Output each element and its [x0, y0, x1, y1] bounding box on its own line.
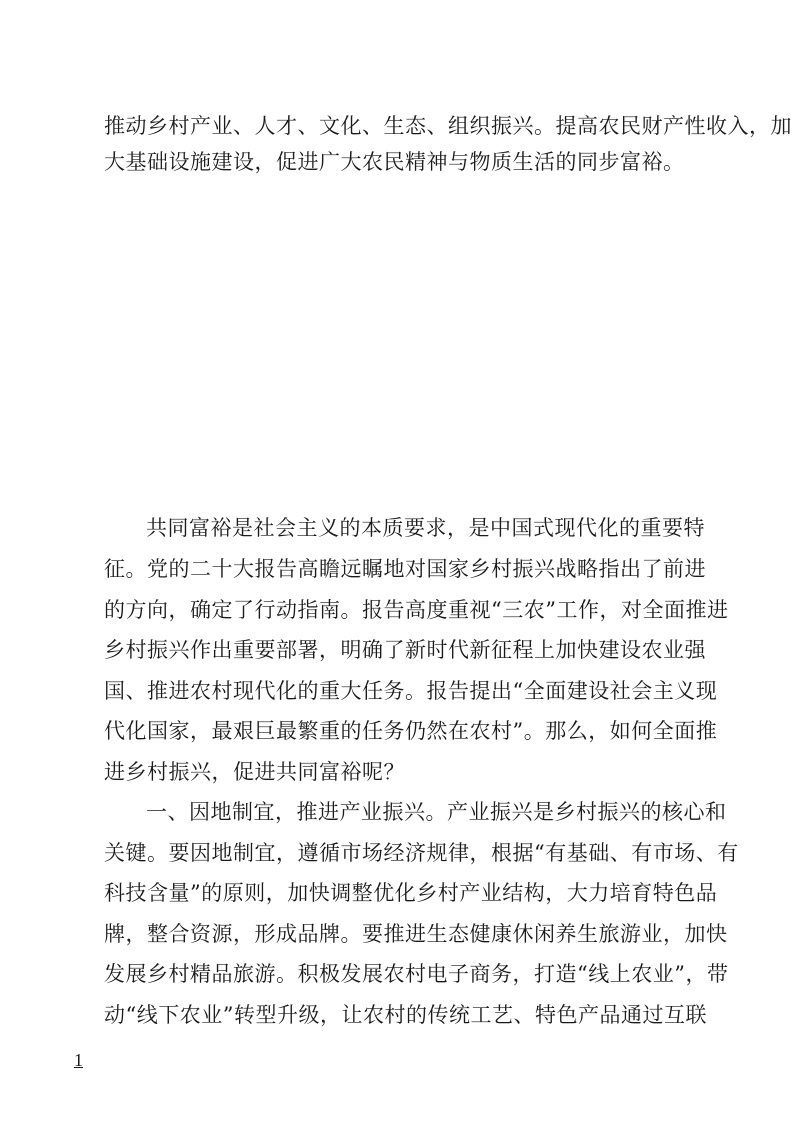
- top-paragraph-line-2: 大基础设施建设，促进广大农民精神与物质生活的同步富裕。: [104, 150, 685, 174]
- intro-paragraph-line-1: 共同富裕是社会主义的本质要求，是中国式现代化的重要特: [146, 516, 705, 540]
- section-one-line-3: 科技含量”的原则，加快调整优化乡村产业结构，大力培育特色品: [104, 881, 718, 905]
- page-number: 1: [74, 1050, 83, 1070]
- intro-paragraph-line-5: 国、推进农村现代化的重大任务。报告提出“全面建设社会主义现: [104, 679, 718, 703]
- section-one-line-1: 一、因地制宜，推进产业振兴。产业振兴是乡村振兴的核心和: [146, 800, 727, 824]
- intro-paragraph-line-2: 征。党的二十大报告高瞻远瞩地对国家乡村振兴战略指出了前进: [104, 557, 706, 581]
- intro-paragraph-line-4: 乡村振兴作出重要部署，明确了新时代新征程上加快建设农业强: [104, 638, 706, 662]
- section-one-line-2: 关键。要因地制宜，遵循市场经济规律，根据“有基础、有市场、有: [104, 841, 739, 865]
- section-one-line-4: 牌，整合资源，形成品牌。要推进生态健康休闲养生旅游业，加快: [104, 922, 728, 946]
- intro-paragraph-line-3: 的方向，确定了行动指南。报告高度重视“三农”工作，对全面推进: [104, 598, 729, 622]
- intro-paragraph-line-7: 进乡村振兴，促进共同富裕呢？: [104, 760, 405, 784]
- section-one-line-6: 动“线下农业”转型升级，让农村的传统工艺、特色产品通过互联: [104, 1003, 707, 1027]
- top-paragraph-line-1: 推动乡村产业、人才、文化、生态、组织振兴。提高农民财产性收入，加: [104, 114, 792, 138]
- section-one-line-5: 发展乡村精品旅游。积极发展农村电子商务，打造“线上农业”，带: [104, 962, 729, 986]
- intro-paragraph-line-6: 代化国家，最艰巨最繁重的任务仍然在农村”。那么，如何全面推: [104, 719, 718, 743]
